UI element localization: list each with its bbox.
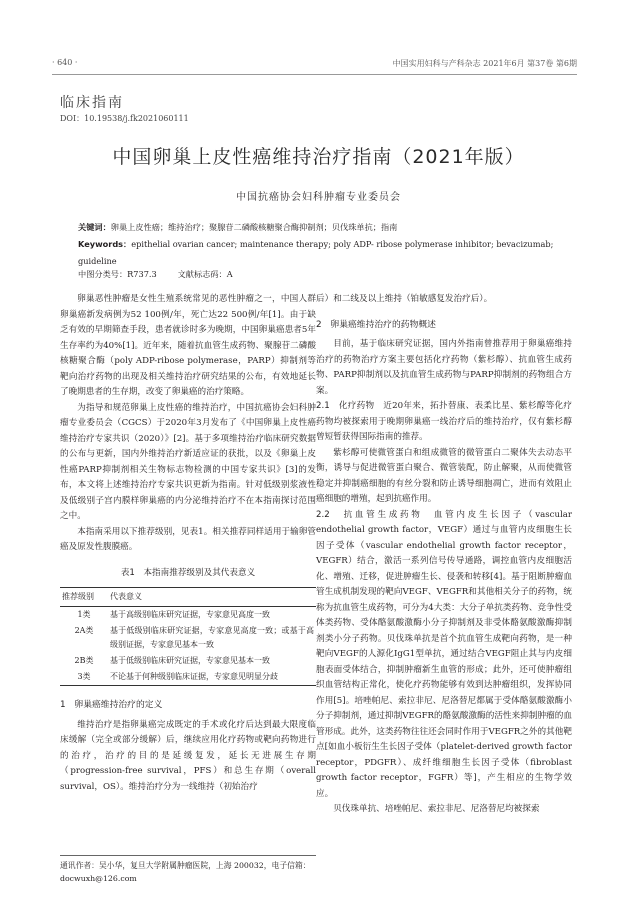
paragraph: 紫杉醇可使微管蛋白和组成微管的微管蛋白二聚体失去动态平衡，诱导与促进微管蛋白聚合、微管装配，防止解聚，从而使微管稳定并抑制癌细胞的有丝分裂和防止诱导细胞凋亡，进而有效阻止癌细胞的增殖，起到抗癌作用。 bbox=[316, 447, 572, 504]
keywords-cn-text: 卵巢上皮性癌；维持治疗；聚腺苷二磷酸核糖聚合酶抑制剂；贝伐珠单抗；指南 bbox=[110, 222, 398, 232]
table-header: 代表意义 bbox=[108, 588, 316, 607]
recommendation-table bbox=[60, 587, 316, 686]
table-row bbox=[60, 669, 316, 686]
paragraph: 贝伐珠单抗、培唑帕尼、索拉非尼、尼洛替尼均被探索 bbox=[333, 804, 540, 814]
table-header: 推荐级别 bbox=[60, 588, 108, 607]
clc-code: R737.3 bbox=[127, 269, 157, 279]
table-row bbox=[60, 623, 316, 653]
left-column bbox=[60, 292, 316, 795]
table-caption: 表1 本指南推荐级别及其代表意义 bbox=[120, 567, 256, 578]
section-heading: 1 卵巢癌维持治疗的定义 bbox=[60, 700, 163, 710]
paragraph: 维持治疗是指卵巢癌完成既定的手术或化疗后达到最大限度临床缓解（完全或部分缓解）后，继续应用化疗药物或靶向药物进行的治疗，治疗的目的是延缓复发，延长无进展生存期（progression-free survival，PFS）和总生存期（overall survival，OS）。维持治疗分为一线维持（初始治疗 bbox=[60, 719, 316, 792]
subsection-heading: 2.1 化疗药物 bbox=[316, 401, 375, 411]
paper-title: 中国卵巢上皮性癌维持治疗指南（2021年版） bbox=[112, 146, 525, 168]
doc-code: A bbox=[226, 269, 233, 279]
paragraph-text: 血管内皮生长因子（vascular endothelial growth factor，VEGF）通过与血管内皮细胞生长因子受体（vascular endothelial growth factor receptor，VEGFR）结合，激活一系列信号传导通路，调控血管内皮细胞活化、增殖、迁移，促进肿瘤生长、侵袭和转移[4]。基于阻断肿瘤血管生成机制发现的靶向VEGF、VEGFR和其他相关分子的药物，统称为抗血管生成药物，可分为4大类：大分子单抗类药物、竞争性受体类药物、受体酪氨酸激酶小分子抑制剂及非受体酪氨酸激酶抑制剂类小分子药物。贝伐珠单抗是首个抗血管生成靶向药物，是一种靶向VEGF的人源化IgG1型单抗，通过结合VEGF阻止其与内皮细胞表面受体结合，抑制肿瘤新生血管的形成；此外，还可使肿瘤组织血管结构正常化，使化疗药物能够有效到达肿瘤组织，发挥协同作用[5]。培唑帕尼、索拉非尼、尼洛替尼都属于受体酪氨酸激酶小分子抑制剂，通过抑制VEGFR的酪氨酸激酶的活性来抑制肿瘤的血管形成。此外，这类药物往往还会同时作用于VEGFR之外的其他靶点[如血小板衍生生长因子受体（platelet-derived growth factor receptor，PDGFR）、成纤维细胞生长因子受体（fibroblast growth factor receptor，FGFR）等]，产生相应的生物学效应。 bbox=[316, 509, 572, 799]
table-cell: 基于高级别临床研究证据，专家意见高度一致 bbox=[110, 610, 270, 619]
paragraph bbox=[316, 399, 572, 446]
keywords-cn-label: 关键词： bbox=[78, 222, 111, 232]
paragraph: 为指导和规范卵巢上皮性癌的维持治疗，中国抗癌协会妇科肿瘤专业委员会（CGCS）于2020年3月发布了《中国卵巢上皮性癌维持治疗专家共识（2020）》[2]。基于多项维持治疗临床研究数据的公布与更新，国内外维持治疗新适应证的获批，以及《卵巢上皮性癌PARP抑制剂相关生物标志物检测的中国专家共识》[3]的发布，本文将上述维持治疗专家共识更新为指南。针对低级别浆液性及低级别子宫内膜样卵巢癌的内分泌维持治疗不在本指南探讨范围之中。 bbox=[60, 402, 316, 521]
table-cell: 1类 bbox=[77, 610, 91, 619]
table-cell: 基于低级别临床研究证据，专家意见高度一致；或基于高级别证据，专家意见基本一致 bbox=[110, 626, 314, 649]
paragraph: 目前，基于临床研究证据，国内外指南曾推荐用于卵巢癌维持治疗的药物治疗方案主要包括化疗药物（紫杉醇）、抗血管生成药物、PARP抑制剂以及抗血管生成药物与PARP抑制剂的药物组合方案。 bbox=[316, 339, 572, 396]
journal-header: 中国实用妇科与产科杂志 2021年6月 第37卷 第6期 bbox=[392, 59, 577, 68]
table-cell: 3类 bbox=[60, 669, 108, 686]
paragraph-text: 近20年来，拓扑替康、表柔比星、紫杉醇等化疗药物均被探索用于晚期卵巢癌一线治疗后的维持治疗，仅有紫杉醇曾短暂获得国际指南的推荐。 bbox=[316, 401, 572, 442]
keywords-en bbox=[78, 236, 568, 270]
section-label: 临床指南 bbox=[60, 95, 124, 111]
paragraph: 后）和二线及以上维持（铂敏感复发治疗后）。 bbox=[316, 294, 493, 304]
keywords-en-label: Keywords： bbox=[78, 239, 132, 249]
table-row bbox=[60, 607, 316, 624]
classification bbox=[78, 269, 233, 280]
right-column bbox=[316, 292, 572, 818]
table-cell: 2B类 bbox=[74, 656, 94, 665]
table-cell: 不论基于何种级别临床证据，专家意见明显分歧 bbox=[108, 669, 316, 686]
clc-label: 中图分类号： bbox=[78, 269, 128, 279]
author: 中国抗癌协会妇科肿瘤专业委员会 bbox=[236, 192, 401, 203]
doi: DOI：10.19538/j.fk2021060111 bbox=[60, 114, 189, 123]
keywords-en-text: epithelial ovarian cancer; maintenance therapy; poly ADP- ribose polymerase inhibitor; bevacizumab; guideline bbox=[78, 239, 554, 266]
header-rule bbox=[52, 74, 577, 75]
page-number: · 640 · bbox=[52, 58, 78, 67]
footnote: 通讯作者：吴小华，复旦大学附属肿瘤医院，上海 200032，电子信箱：docwuxh@126.com bbox=[60, 855, 316, 885]
table-row bbox=[60, 653, 316, 669]
paragraph: 卵巢恶性肿瘤是女性生殖系统常见的恶性肿瘤之一，中国人群卵巢癌新发病例为52 100例/年，死亡达22 500例/年[1]。由于缺乏有效的早期筛查手段，患者就诊时多为晚期，中国卵巢癌患者5年生存率约为40%[1]。近年来，随着抗血管生成药物、聚腺苷二磷酸核糖聚合酶（poly ADP-ribose polymerase，PARP）抑制剂等靶向治疗药物的出现及相关维持治疗研究结果的公布，有效地延长了晚期患者的生存期，改变了卵巢癌的治疗策略。 bbox=[60, 294, 316, 397]
table-cell: 基于低级别临床研究证据，专家意见基本一致 bbox=[110, 656, 270, 665]
section-heading: 2 卵巢癌维持治疗的药物概述 bbox=[316, 319, 436, 330]
paragraph bbox=[316, 508, 572, 803]
doc-code-label: 文献标志码： bbox=[177, 269, 227, 279]
table-cell: 2A类 bbox=[74, 626, 94, 635]
keywords-cn bbox=[78, 219, 568, 236]
paragraph: 本指南采用以下推荐级别，见表1。相关推荐同样适用于输卵管癌及原发性腹膜癌。 bbox=[60, 526, 316, 552]
subsection-heading: 2.2 抗血管生成药物 bbox=[316, 509, 423, 520]
